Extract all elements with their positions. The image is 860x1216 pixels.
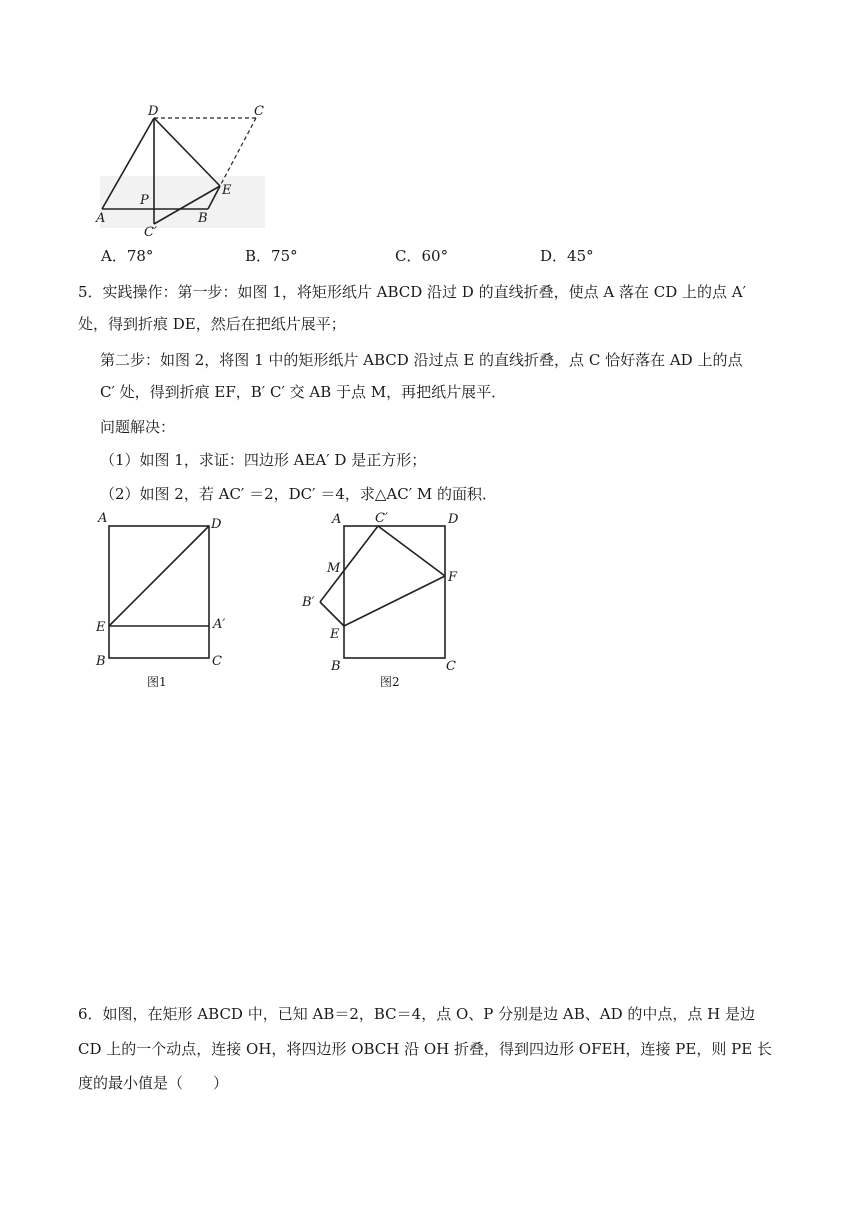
label-D: D	[148, 104, 159, 119]
segment-CprimeF	[378, 526, 445, 576]
label-Cprime: C′	[375, 511, 388, 526]
option-c: C．60°	[395, 247, 449, 265]
label-P: P	[140, 193, 149, 208]
label-E: E	[222, 183, 232, 198]
label-D: D	[211, 517, 222, 532]
segment-BprimeE	[320, 602, 344, 626]
q5-line-7: （2）如图 2，若 AC′ ＝2，DC′ ＝4，求△AC′ M 的面积．	[100, 485, 498, 503]
label-Aprime: A′	[213, 617, 226, 632]
q5-line-4: C′ 处，得到折痕 EF，B′ C′ 交 AB 于点 M，再把纸片展平．	[100, 383, 507, 401]
segment-DE	[154, 118, 220, 186]
label-Cprime: C′	[144, 225, 157, 240]
label-F: F	[448, 570, 458, 585]
label-E: E	[330, 627, 340, 642]
figure-shade	[100, 176, 265, 228]
q5-line-2: 处，得到折痕 DE，然后在把纸片展平；	[78, 315, 346, 333]
option-b: B．75°	[245, 247, 298, 265]
figure-1-caption: 图1	[147, 675, 167, 689]
q6-line-3: 度的最小值是（ ）	[78, 1074, 229, 1092]
rect-ABCD	[109, 526, 209, 658]
label-A: A	[98, 511, 108, 526]
q6-line-1: 6．如图，在矩形 ABCD 中，已知 AB＝2，BC＝4，点 O、P 分别是边 AB、AD 的中点，点 H 是边	[78, 1005, 756, 1023]
label-B: B	[331, 659, 341, 674]
q5-line-3: 第二步：如图 2，将图 1 中的矩形纸片 ABCD 沿过点 E 的直线折叠，点 C 恰好落在 AD 上的点	[100, 351, 743, 369]
figure-2	[298, 506, 478, 694]
rect-ABCD	[344, 526, 445, 658]
label-C: C	[212, 654, 222, 669]
label-E: E	[96, 620, 106, 635]
figure-2-caption: 图2	[380, 675, 400, 689]
label-C: C	[254, 104, 264, 119]
option-d: D．45°	[540, 247, 594, 265]
q5-line-1: 5．实践操作：第一步：如图 1，将矩形纸片 ABCD 沿过 D 的直线折叠，使点 A 落在 CD 上的点 A′	[78, 283, 747, 301]
q6-line-2: CD 上的一个动点，连接 OH，将四边形 OBCH 沿 OH 折叠，得到四边形 OFEH，连接 PE，则 PE 长	[78, 1040, 772, 1058]
segment-ED	[109, 526, 209, 626]
label-A: A	[96, 211, 106, 226]
label-B: B	[96, 654, 106, 669]
q5-line-6: （1）如图 1，求证：四边形 AEA′ D 是正方形；	[100, 451, 427, 469]
label-M: M	[327, 561, 341, 576]
figure-1	[90, 506, 250, 694]
segment-CE-dashed	[220, 118, 256, 186]
top-figure	[90, 98, 280, 240]
label-Bprime: B′	[302, 595, 315, 610]
label-B: B	[198, 211, 208, 226]
q5-line-5: 问题解决：	[100, 418, 176, 436]
label-D: D	[448, 512, 459, 527]
label-C: C	[446, 659, 456, 674]
segment-EF	[344, 576, 445, 626]
label-A: A	[332, 512, 342, 527]
option-a: A．78°	[101, 247, 154, 265]
